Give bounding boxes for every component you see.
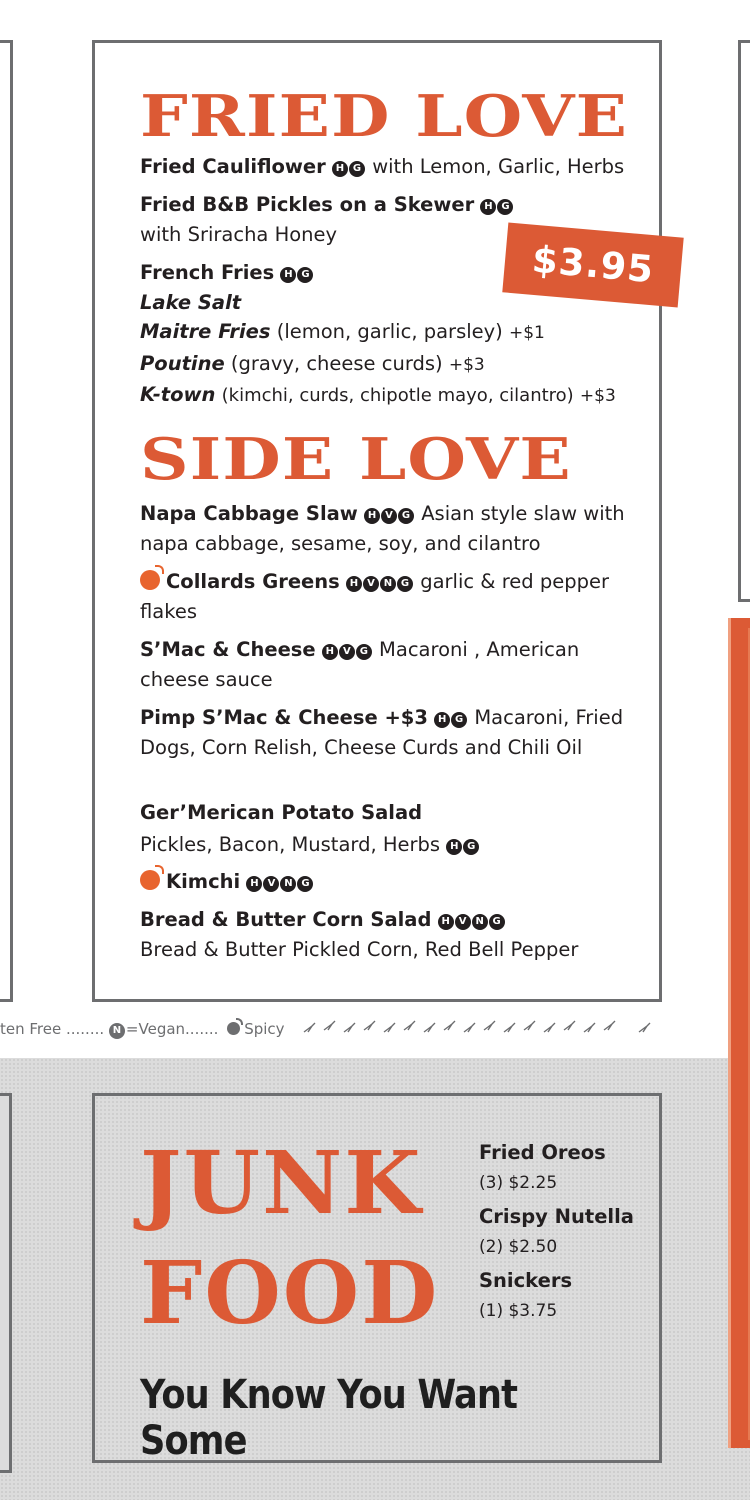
dessert-item [479,1202,634,1262]
legend-gluten-free: ten Free ........ [0,1020,105,1038]
menu-item-potato-salad [140,798,630,859]
fries-option-maitre-price: +$1 [509,323,545,343]
fries-option-ktown-price: +$3 [579,386,616,406]
item-description: with Sriracha Honey [140,222,338,246]
vegetarian-badge-icon: V [381,508,397,524]
gluten-free-badge-icon: G [349,161,365,177]
fries-option-maitre-desc: (lemon, garlic, parsley) [276,320,503,343]
spicy-bomb-icon [227,1022,240,1035]
right-panel-edge [738,40,750,602]
gluten-free-badge-icon: G [356,644,372,660]
dessert-item [479,1138,606,1198]
vegetarian-badge-icon: V [263,876,279,892]
bird-tracks-decoration-icon [299,1018,659,1038]
item-name: Pimp S’Mac & Cheese +$3 [140,706,428,729]
price-tag: $3.95 [502,222,683,307]
halal-badge-icon: H [346,576,362,592]
halal-badge-icon: H [438,914,454,930]
fries-option-poutine-desc: (gravy, cheese curds) [230,351,443,375]
vegan-badge-icon: N [109,1023,125,1039]
item-name: S’Mac & Cheese [140,638,316,661]
diet-badges [322,633,373,663]
item-name: French Fries [140,261,275,284]
item-description: Bread & Butter Pickled Corn, Red Bell Pepper [140,937,579,961]
spicy-bomb-icon [140,570,160,590]
vegan-badge-icon: N [380,576,396,592]
item-name: Ger’Merican Potato Salad [140,801,423,824]
gluten-free-badge-icon: G [497,199,513,215]
vegan-badge-icon: N [472,914,488,930]
gluten-free-badge-icon: G [398,508,414,524]
item-name: Fried Cauliflower [140,155,326,178]
legend-vegan: =Vegan....... [125,1020,219,1038]
halal-badge-icon: H [322,644,338,660]
diet-badges [332,150,366,180]
diet-legend [0,1014,750,1044]
item-description: Macaroni , American cheese sauce [140,638,580,691]
item-description: Macaroni, Fried Dogs, Corn Relish, Cheese Curds and Chili Oil [140,706,624,759]
menu-item-kimchi [140,865,630,897]
halal-badge-icon: H [332,161,348,177]
diet-badges [480,188,514,218]
fries-option-lake-salt: Lake Salt [140,290,242,314]
left-panel-edge [0,40,13,1002]
diet-badges [446,828,480,858]
spicy-bomb-icon [140,870,160,890]
item-name: Bread & Butter Corn Salad [140,908,432,931]
item-name: Collards Greens [166,570,340,593]
orange-side-strip [728,618,750,1448]
fries-option-ktown-desc: (kimchi, curds, chipotle mayo, cilantro) [221,385,574,406]
gluten-free-badge-icon: G [451,712,467,728]
fries-option-maitre-name: Maitre Fries [140,320,271,343]
menu-item-napa-slaw [140,497,630,558]
side-love-heading: SIDE LOVE [140,426,572,493]
fried-side-menu-panel [92,40,662,1002]
diet-badges [364,497,415,527]
fries-option-poutine-price: +$3 [448,354,485,375]
dessert-name: Fried Oreos [479,1141,606,1164]
fried-love-heading: FRIED LOVE [140,83,629,150]
dessert-price: (2) $2.50 [479,1237,558,1257]
dessert-name: Snickers [479,1269,573,1292]
halal-badge-icon: H [434,712,450,728]
fries-option-ktown-name: K-town [140,383,216,406]
menu-item-fried-cauliflower [140,150,630,182]
item-name: Fried B&B Pickles on a Skewer [140,193,475,216]
halal-badge-icon: H [280,267,296,283]
gluten-free-badge-icon: G [397,576,413,592]
diet-badges [438,903,506,933]
menu-item-pimp-smac [140,701,630,762]
fries-option-poutine-name: Poutine [140,351,225,375]
halal-badge-icon: H [480,199,496,215]
junk-heading: JUNK [140,1133,423,1234]
item-name: Kimchi [166,870,241,893]
dessert-price: (1) $3.75 [479,1301,558,1321]
item-description: Asian style slaw with napa cabbage, sesame, soy, and cilantro [140,502,625,555]
left-panel-edge-bottom [0,1093,12,1473]
item-description: Pickles, Bacon, Mustard, Herbs [140,832,441,856]
dessert-item [479,1266,572,1326]
vegetarian-badge-icon: V [363,576,379,592]
gluten-free-badge-icon: G [297,876,313,892]
halal-badge-icon: H [364,508,380,524]
dessert-name: Crispy Nutella [479,1205,634,1228]
gluten-free-badge-icon: G [489,914,505,930]
vegetarian-badge-icon: V [339,644,355,660]
gluten-free-badge-icon: G [463,839,479,855]
diet-badges [280,256,314,286]
menu-item-corn-salad [140,903,630,964]
item-description: garlic & red pepper flakes [140,570,609,623]
menu-item-collards [140,565,630,626]
legend-spicy: Spicy [244,1020,285,1038]
food-heading: FOOD [140,1243,440,1344]
diet-badges [246,865,314,895]
halal-badge-icon: H [246,876,262,892]
halal-badge-icon: H [446,839,462,855]
diet-badges [346,565,414,595]
gluten-free-badge-icon: G [297,267,313,283]
menu-item-smac-cheese [140,633,630,694]
item-description: with Lemon, Garlic, Herbs [372,155,625,178]
vegetarian-badge-icon: V [455,914,471,930]
dessert-price: (3) $2.25 [479,1173,558,1193]
diet-badges [434,701,468,731]
tagline: You Know You Want Some [140,1372,518,1464]
vegan-badge-icon: N [280,876,296,892]
item-name: Napa Cabbage Slaw [140,502,358,525]
junk-food-panel [92,1093,662,1463]
